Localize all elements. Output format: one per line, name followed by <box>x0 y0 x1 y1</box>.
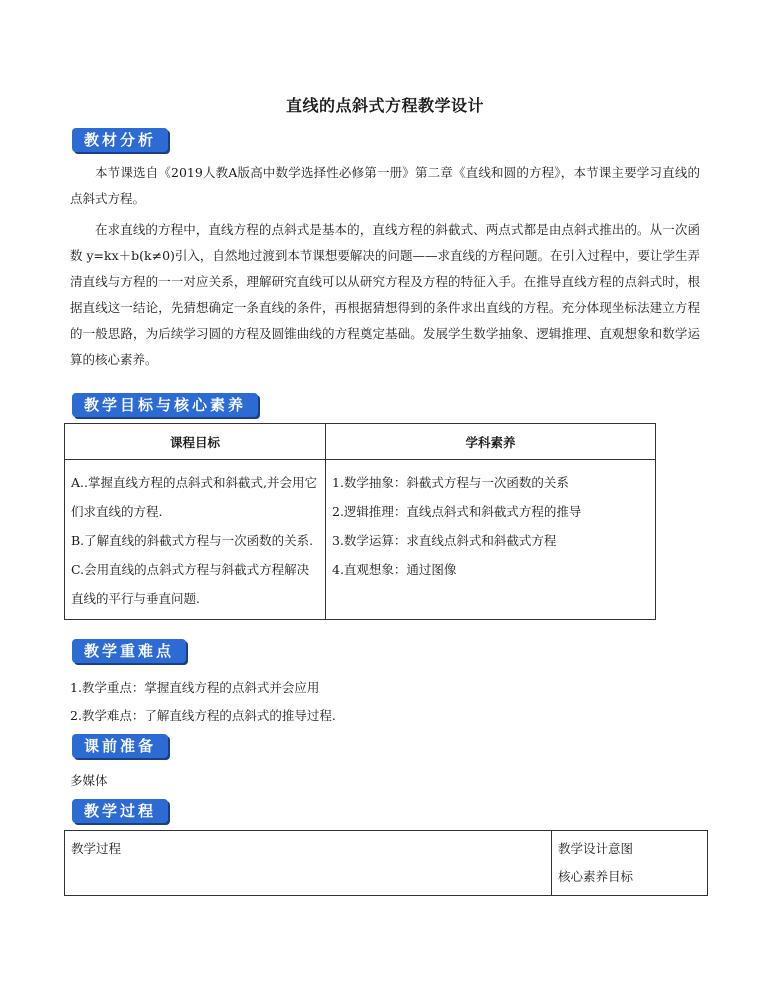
course-goal-a: A..掌握直线方程的点斜式和斜截式,并会用它们求直线的方程. <box>71 475 317 519</box>
process-cell-intent <box>552 831 708 896</box>
keypoint-focus: 1.教学重点：掌握直线方程的点斜式并会应用 <box>70 680 320 695</box>
section-badge-keypoints: 教学重难点 <box>72 639 186 663</box>
keypoint-difficulty: 2.教学难点：了解直线方程的点斜式的推导过程. <box>70 708 336 723</box>
process-table <box>64 830 708 896</box>
process-literacy-label: 核心素养目标 <box>558 869 634 884</box>
goals-header-literacy: 学科素养 <box>326 424 656 460</box>
process-intent-label: 教学设计意图 <box>558 841 634 856</box>
section-badge-goals: 教学目标与核心素养 <box>72 393 258 417</box>
section-badge-analysis: 教材分析 <box>72 128 168 152</box>
literacy-item-2: 2.逻辑推理：直线点斜式和斜截式方程的推导 <box>332 504 582 519</box>
prep-text: 多媒体 <box>70 773 108 788</box>
goals-cell-literacy <box>326 460 656 620</box>
goals-cell-course <box>65 460 326 620</box>
goals-table <box>64 423 656 620</box>
analysis-paragraph-1: 本节课选自《2019人教A版高中数学选择性必修第一册》第二章《直线和圆的方程》，本节课主要学习直线的点斜式方程。 <box>70 165 700 206</box>
section-badge-process: 教学过程 <box>72 799 168 823</box>
literacy-item-3: 3.数学运算：求直线点斜式和斜截式方程 <box>332 533 557 548</box>
process-cell-main: 教学过程 <box>65 831 552 896</box>
goals-header-course: 课程目标 <box>65 424 326 460</box>
course-goal-b: B.了解直线的斜截式方程与一次函数的关系. <box>71 533 314 548</box>
section-badge-prep: 课前准备 <box>72 734 168 758</box>
literacy-item-1: 1.数学抽象：斜截式方程与一次函数的关系 <box>332 475 569 490</box>
literacy-item-4: 4.直观想象：通过图像 <box>332 562 457 577</box>
course-goal-c: C.会用直线的点斜式方程与斜截式方程解决直线的平行与垂直问题. <box>71 562 310 606</box>
page-title: 直线的点斜式方程教学设计 <box>285 96 484 115</box>
analysis-paragraph-2: 在求直线的方程中，直线方程的点斜式是基本的，直线方程的斜截式、两点式都是由点斜式推出的。从一次函数 y=kx＋b(k≠0)引入，自然地过渡到本节课想要解决的问题——求直线的方程问题。在引入过程中，要让学生弄清直线与方程的一一对应关系，理解研究直线可以从研究方程及方程的特征入手。在推导直线方程的点斜式时，根据直线这一结论，先猜想确定一条直线的条件，再根据猜想得到的条件求出直线的方程。充分体现坐标法建立方程的一般思路，为后续学习圆的方程及圆锥曲线的方程奠定基础。发展学生数学抽象、逻辑推理、直观想象和数学运算的核心素养。 <box>70 222 700 367</box>
